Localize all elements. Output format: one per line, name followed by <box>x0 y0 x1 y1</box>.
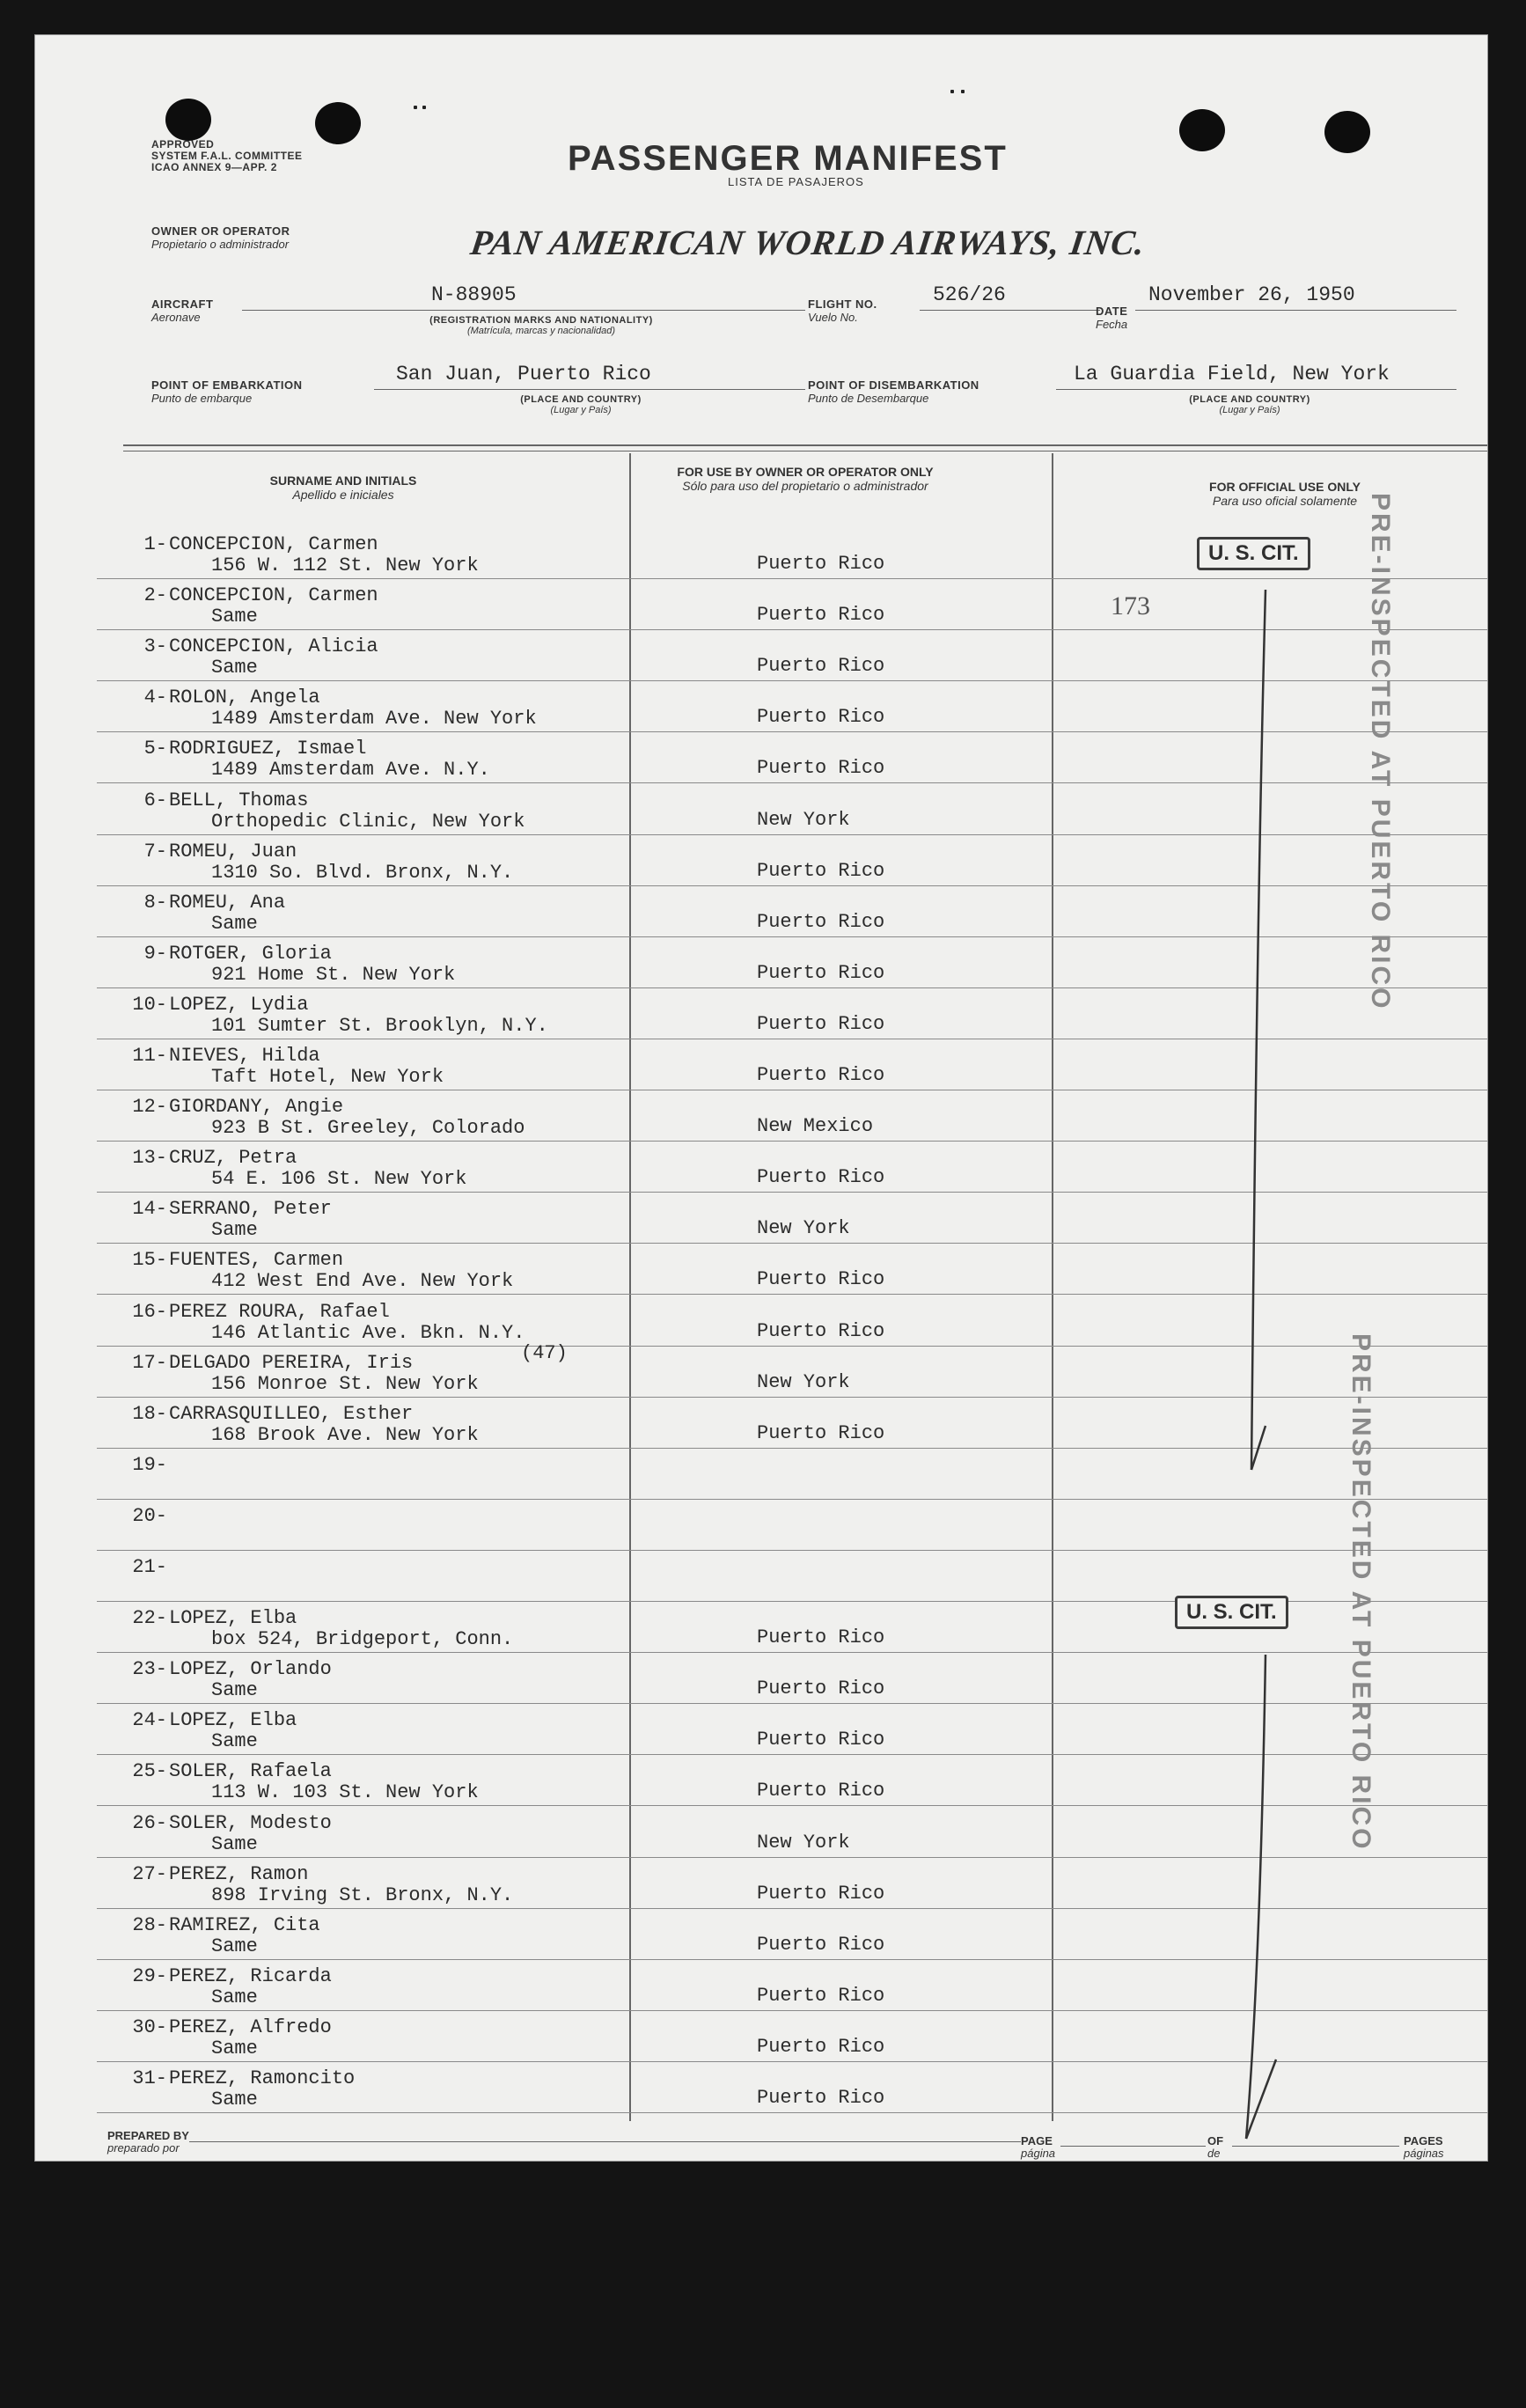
aircraft-value: N-88905 <box>431 283 517 306</box>
passenger-address: 113 W. 103 St. New York <box>211 1781 479 1804</box>
passenger-name: ROMEU, Ana <box>169 891 286 914</box>
passenger-origin: Puerto Rico <box>757 2035 885 2058</box>
passenger-origin: Puerto Rico <box>757 1678 885 1700</box>
registration-label-en: (REGISTRATION MARKS AND NATIONALITY) <box>429 315 653 326</box>
passenger-number: 12- <box>132 1096 167 1119</box>
passenger-number: 20- <box>132 1504 167 1527</box>
passenger-address: 921 Home St. New York <box>211 963 456 986</box>
passenger-origin: New York <box>757 1831 850 1854</box>
punch-hole <box>165 99 211 141</box>
passenger-origin: Puerto Rico <box>757 1421 885 1444</box>
passenger-origin: Puerto Rico <box>757 859 885 882</box>
place-label-en: (PLACE AND COUNTRY) <box>1189 394 1310 405</box>
page-es: página <box>1021 2147 1056 2160</box>
passenger-number: 9- <box>143 942 167 965</box>
us-citizen-stamp: U. S. CIT. <box>1197 537 1310 570</box>
passenger-address: Same <box>211 912 258 935</box>
approval-line: APPROVED <box>151 138 215 150</box>
passenger-address: Same <box>211 1934 258 1957</box>
passenger-origin: Puerto Rico <box>757 655 885 678</box>
passenger-address: Same <box>211 2089 258 2111</box>
passenger-name: NIEVES, Hilda <box>169 1045 320 1067</box>
passenger-origin: Puerto Rico <box>757 1626 885 1649</box>
approval-line: SYSTEM F.A.L. COMMITTEE <box>151 150 303 162</box>
date-label-es: Fecha <box>1096 318 1128 331</box>
aircraft-label-es: Aeronave <box>151 311 201 324</box>
passenger-address: Taft Hotel, New York <box>211 1066 444 1088</box>
approval-block <box>151 139 303 173</box>
passenger-address: 168 Brook Ave. New York <box>211 1423 479 1446</box>
passenger-name: LOPEZ, Lydia <box>169 993 309 1016</box>
speck <box>950 90 954 93</box>
passenger-name: SOLER, Modesto <box>169 1811 332 1834</box>
aircraft-label-en: AIRCRAFT <box>151 297 214 311</box>
passenger-name: BELL, Thomas <box>169 789 309 811</box>
passenger-origin: New York <box>757 1370 850 1393</box>
passenger-number: 17- <box>132 1351 167 1374</box>
preinspected-stamp: PRE-INSPECTED AT PUERTO RICO <box>1346 1333 1376 1852</box>
col-owner-en: FOR USE BY OWNER OR OPERATOR ONLY <box>677 465 934 479</box>
passenger-number: 5- <box>143 738 167 760</box>
col-surname-es: Apellido e iniciales <box>292 488 394 502</box>
speck <box>422 106 426 109</box>
passenger-name: ROLON, Angela <box>169 686 320 709</box>
col-owner-es: Sólo para uso del propietario o administrador <box>682 479 928 493</box>
passenger-number: 19- <box>132 1453 167 1476</box>
disembark-label-es: Punto de Desembarque <box>808 392 929 405</box>
passenger-name: GIORDANY, Angie <box>169 1096 344 1119</box>
passenger-origin: Puerto Rico <box>757 1166 885 1189</box>
passenger-number: 2- <box>143 584 167 607</box>
prepared-by-label <box>107 2130 189 2155</box>
passenger-address: 156 W. 112 St. New York <box>211 554 479 576</box>
passenger-name: PEREZ ROURA, Rafael <box>169 1300 390 1323</box>
passenger-origin: Puerto Rico <box>757 910 885 933</box>
passenger-number: 21- <box>132 1556 167 1578</box>
of-label <box>1207 2135 1223 2160</box>
passenger-number: 24- <box>132 1709 167 1732</box>
passenger-number: 6- <box>143 789 167 811</box>
passenger-number: 27- <box>132 1862 167 1885</box>
passenger-address: Orthopedic Clinic, New York <box>211 810 525 833</box>
passenger-name: SERRANO, Peter <box>169 1198 332 1221</box>
disembark-value: La Guardia Field, New York <box>1074 363 1390 385</box>
passenger-origin: Puerto Rico <box>757 1064 885 1086</box>
passenger-address: Same <box>211 1679 258 1702</box>
embark-label <box>151 378 303 405</box>
passenger-origin: Puerto Rico <box>757 706 885 729</box>
passenger-name: SOLER, Rafaela <box>169 1760 332 1783</box>
passenger-address: Same <box>211 1219 258 1242</box>
age-note: (47) <box>521 1342 568 1364</box>
passenger-origin: Puerto Rico <box>757 1780 885 1802</box>
passenger-address: 146 Atlantic Ave. Bkn. N.Y. <box>211 1321 525 1344</box>
flight-label-es: Vuelo No. <box>808 311 858 324</box>
of-es: de <box>1207 2147 1221 2160</box>
passenger-address: 898 Irving St. Bronx, N.Y. <box>211 1883 514 1906</box>
passenger-number: 7- <box>143 840 167 863</box>
handwritten-number: 173 <box>1111 591 1150 620</box>
flight-label <box>808 297 877 324</box>
passenger-number: 4- <box>143 686 167 709</box>
passenger-number: 14- <box>132 1198 167 1221</box>
passenger-origin: Puerto Rico <box>757 961 885 984</box>
passenger-address: 1489 Amsterdam Ave. N.Y. <box>211 759 490 782</box>
table-top-rule-2 <box>123 451 1487 452</box>
pages-label <box>1404 2135 1444 2160</box>
speck <box>414 106 417 109</box>
place-label-en: (PLACE AND COUNTRY) <box>520 394 642 405</box>
owner-label-en: OWNER OR OPERATOR <box>151 224 290 238</box>
passenger-number: 16- <box>132 1300 167 1323</box>
aircraft-line <box>242 310 805 311</box>
page-label <box>1021 2135 1055 2160</box>
embark-label-es: Punto de embarque <box>151 392 253 405</box>
passenger-address: 101 Sumter St. Brooklyn, N.Y. <box>211 1014 548 1037</box>
passenger-name: CARRASQUILLEO, Esther <box>169 1402 414 1425</box>
passenger-origin: Puerto Rico <box>757 1268 885 1291</box>
prepared-by-line <box>189 2141 1021 2142</box>
prepared-by-en: PREPARED BY <box>107 2129 189 2142</box>
embark-label-en: POINT OF EMBARKATION <box>151 378 303 392</box>
prepared-by-es: preparado por <box>107 2141 180 2155</box>
embark-line <box>374 389 805 390</box>
passenger-address: 54 E. 106 St. New York <box>211 1168 467 1191</box>
disembark-label <box>808 378 979 405</box>
owner-label-es: Propietario o administrador <box>151 238 290 251</box>
passenger-name: ROTGER, Gloria <box>169 942 332 965</box>
passenger-address: 1489 Amsterdam Ave. New York <box>211 708 537 730</box>
passenger-number: 8- <box>143 891 167 914</box>
passenger-name: LOPEZ, Orlando <box>169 1658 332 1681</box>
passenger-number: 29- <box>132 1964 167 1987</box>
passenger-origin: Puerto Rico <box>757 1319 885 1342</box>
passenger-number: 3- <box>143 635 167 658</box>
passenger-address: Same <box>211 606 258 628</box>
approval-line: ICAO ANNEX 9—APP. 2 <box>151 161 277 173</box>
col-surname-en: SURNAME AND INITIALS <box>269 474 417 488</box>
passenger-name: DELGADO PEREIRA, Iris <box>169 1351 414 1374</box>
passenger-number: 15- <box>132 1249 167 1272</box>
passenger-number: 1- <box>143 533 167 555</box>
disembark-line <box>1056 389 1456 390</box>
col-official-es: Para uso oficial solamente <box>1212 494 1358 508</box>
flight-value: 526/26 <box>933 283 1006 306</box>
punch-hole <box>1179 109 1225 151</box>
passenger-origin: Puerto Rico <box>757 757 885 780</box>
check-mark-lines <box>1241 563 1311 2161</box>
pages-es: páginas <box>1404 2147 1444 2160</box>
passenger-name: CRUZ, Petra <box>169 1147 297 1170</box>
page-en: PAGE <box>1021 2134 1053 2147</box>
passenger-name: LOPEZ, Elba <box>169 1709 297 1732</box>
passenger-name: LOPEZ, Elba <box>169 1607 297 1630</box>
passenger-address: 412 West End Ave. New York <box>211 1270 514 1293</box>
punch-hole <box>315 102 361 144</box>
passenger-name: RODRIGUEZ, Ismael <box>169 738 367 760</box>
table-top-rule <box>123 444 1487 446</box>
disembark-place-label <box>1162 394 1338 415</box>
passenger-address: 1310 So. Blvd. Bronx, N.Y. <box>211 861 514 884</box>
passenger-number: 28- <box>132 1913 167 1936</box>
passenger-number: 10- <box>132 993 167 1016</box>
passenger-origin: Puerto Rico <box>757 1012 885 1035</box>
place-label-es: (Lugar y País) <box>550 405 612 415</box>
page-line <box>1060 2146 1206 2147</box>
passenger-name: PEREZ, Alfredo <box>169 2015 332 2038</box>
passenger-name: PEREZ, Ricarda <box>169 1964 332 1987</box>
passenger-name: ROMEU, Juan <box>169 840 297 863</box>
passenger-origin: Puerto Rico <box>757 604 885 627</box>
passenger-address: Same <box>211 657 258 679</box>
flight-label-en: FLIGHT NO. <box>808 297 877 311</box>
passenger-address: 923 B St. Greeley, Colorado <box>211 1117 525 1140</box>
registration-label-es: (Matrícula, marcas y nacionalidad) <box>466 326 616 336</box>
col-official-en: FOR OFFICIAL USE ONLY <box>1209 480 1361 494</box>
registration-label <box>374 315 708 336</box>
passenger-origin: Puerto Rico <box>757 1729 885 1751</box>
place-label-es: (Lugar y País) <box>1219 405 1280 415</box>
passenger-name: CONCEPCION, Alicia <box>169 635 378 658</box>
passenger-origin: Puerto Rico <box>757 1984 885 2007</box>
passenger-address: Same <box>211 1832 258 1855</box>
passenger-origin: Puerto Rico <box>757 1882 885 1905</box>
passenger-number: 26- <box>132 1811 167 1834</box>
passenger-number: 30- <box>132 2015 167 2038</box>
pages-en: PAGES <box>1404 2134 1443 2147</box>
passenger-origin: Puerto Rico <box>757 553 885 575</box>
passenger-name: FUENTES, Carmen <box>169 1249 344 1272</box>
disembark-label-en: POINT OF DISEMBARKATION <box>808 378 979 392</box>
date-line <box>1135 310 1456 311</box>
preinspected-stamp: PRE-INSPECTED AT PUERTO RICO <box>1366 493 1395 1011</box>
passenger-origin: Puerto Rico <box>757 2087 885 2109</box>
passenger-number: 31- <box>132 2067 167 2089</box>
us-citizen-stamp: U. S. CIT. <box>1175 1596 1288 1629</box>
passenger-address: Same <box>211 2037 258 2059</box>
owner-label <box>151 224 290 251</box>
passenger-origin: New York <box>757 808 850 831</box>
flight-line <box>920 310 1100 311</box>
passenger-name: CONCEPCION, Carmen <box>169 584 378 607</box>
passenger-address: 156 Monroe St. New York <box>211 1372 479 1395</box>
passenger-origin: New Mexico <box>757 1115 874 1138</box>
aircraft-label <box>151 297 213 324</box>
page-title: PASSENGER MANIFEST <box>568 139 1008 178</box>
passenger-origin: Puerto Rico <box>757 1933 885 1956</box>
embark-value: San Juan, Puerto Rico <box>396 363 651 385</box>
page-subtitle: LISTA DE PASAJEROS <box>728 175 864 188</box>
embark-place-label <box>493 394 669 415</box>
passenger-name: PEREZ, Ramon <box>169 1862 309 1885</box>
manifest-page <box>35 35 1487 2161</box>
col-surname-header <box>167 474 519 502</box>
passenger-number: 25- <box>132 1760 167 1783</box>
passenger-name: PEREZ, Ramoncito <box>169 2067 356 2089</box>
passenger-address: box 524, Bridgeport, Conn. <box>211 1628 514 1651</box>
passenger-address: Same <box>211 1730 258 1753</box>
passenger-number: 13- <box>132 1147 167 1170</box>
col-owner-header <box>642 465 968 493</box>
date-label-en: DATE <box>1096 305 1128 318</box>
passenger-number: 18- <box>132 1402 167 1425</box>
date-label <box>1096 305 1127 331</box>
date-value: November 26, 1950 <box>1148 283 1355 306</box>
speck <box>961 90 965 93</box>
passenger-name: CONCEPCION, Carmen <box>169 533 378 555</box>
of-line <box>1232 2146 1399 2147</box>
passenger-origin: New York <box>757 1217 850 1240</box>
punch-hole <box>1324 111 1370 153</box>
passenger-name: RAMIREZ, Cita <box>169 1913 320 1936</box>
passenger-number: 23- <box>132 1658 167 1681</box>
passenger-number: 22- <box>132 1607 167 1630</box>
airline-name: PAN AMERICAN WORLD AIRWAYS, INC. <box>467 223 1148 262</box>
passenger-address: Same <box>211 1986 258 2008</box>
passenger-number: 11- <box>132 1045 167 1067</box>
of-en: OF <box>1207 2134 1224 2147</box>
